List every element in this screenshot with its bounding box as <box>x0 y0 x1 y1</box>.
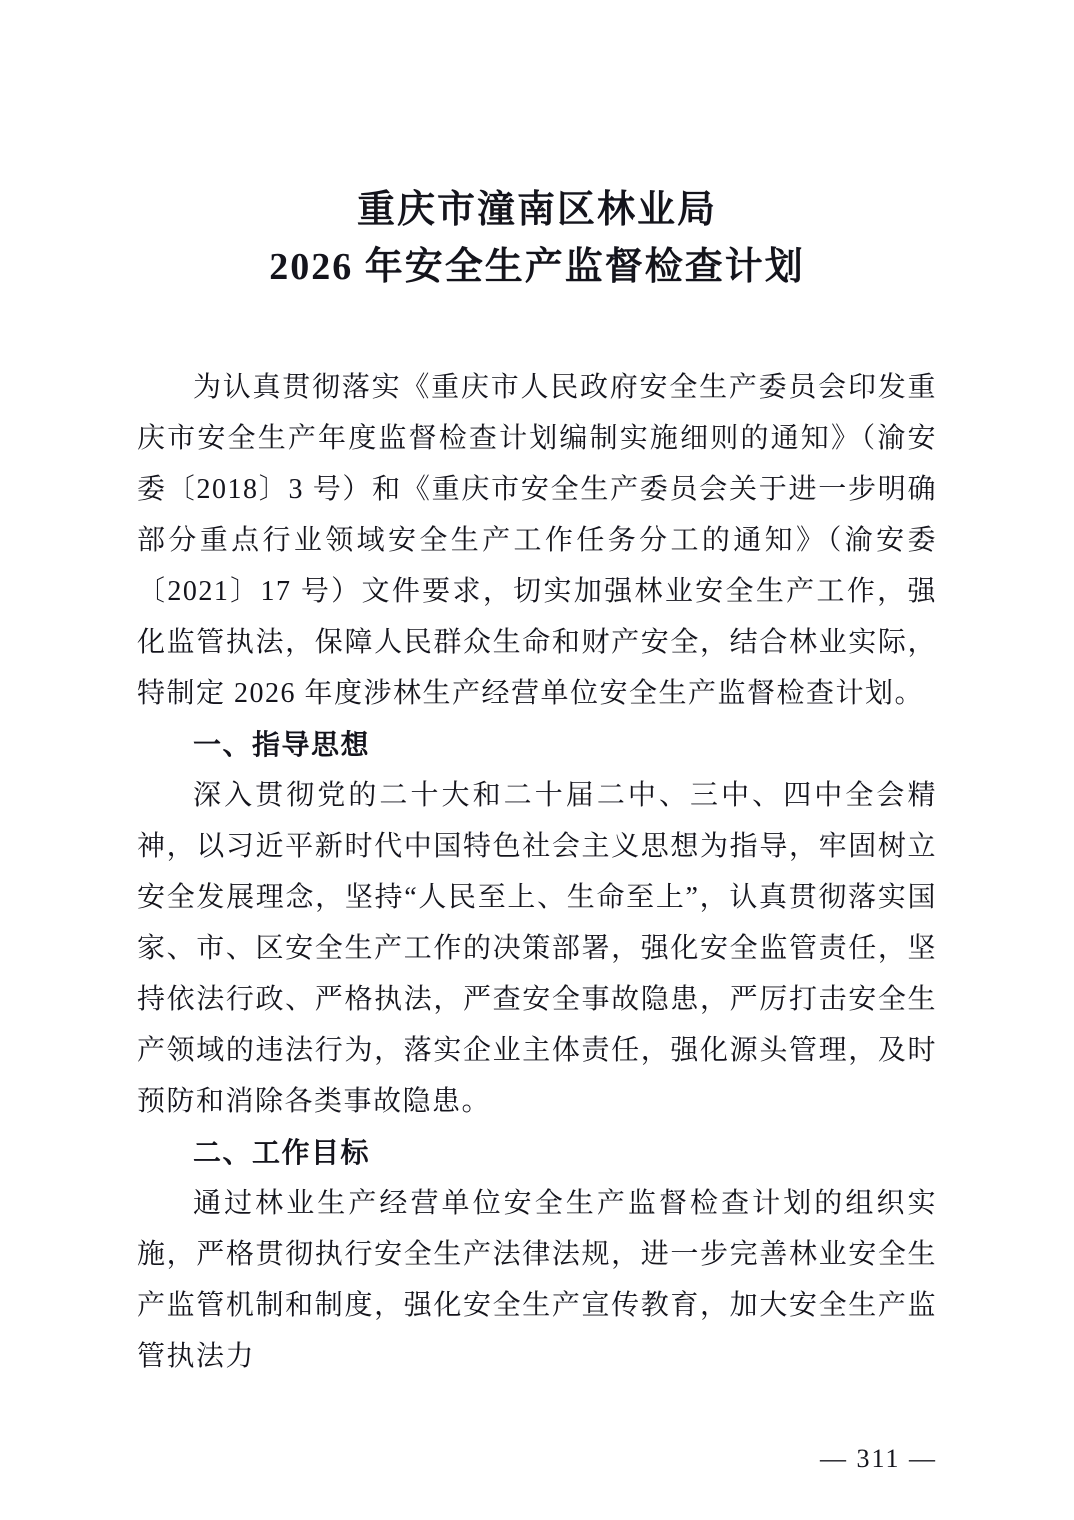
paragraph-guiding-thoughts: 深入贯彻党的二十大和二十届二中、三中、四中全会精神，以习近平新时代中国特色社会主义思想为指导，牢固树立安全发展理念，坚持“人民至上、生命至上”，认真贯彻落实国家、市、区安全生产工作的决策部署，强化安全监管责任，坚持依法行政、严格执法，严查安全事故隐患，严厉打击安全生产领域的违法行为，落实企业主体责任，强化源头管理，及时预防和消除各类事故隐患。 <box>137 780 937 1117</box>
section-heading-work-goals: 二、工作目标 <box>193 1137 371 1168</box>
paragraph-work-goals: 通过林业生产经营单位安全生产监督检查计划的组织实施，严格贯彻执行安全生产法律法规，进一步完善林业安全生产监管机制和制度，强化安全生产宣传教育，加大安全生产监管执法力 <box>137 1188 937 1372</box>
title-line-1: 重庆市潼南区林业局 <box>356 189 717 231</box>
page-number: — 311 — <box>819 1444 937 1473</box>
paragraph-intro: 为认真贯彻落实《重庆市人民政府安全生产委员会印发重庆市安全生产年度监督检查计划编制实施细则的通知》（渝安委〔2018〕3 号）和《重庆市安全生产委员会关于进一步明确部分重点行业领域安全生产工作任务分工的通知》（渝安委〔2021〕17 号）文件要求，切实加强林业安全生产工作，强化监管执法，保障人民群众生命和财产安全，结合林业实际，特制定 2026 年度涉林生产经营单位安全生产监督检查计划。 <box>137 372 937 709</box>
section-heading-guiding-thoughts: 一、指导思想 <box>193 729 371 760</box>
document-title <box>137 182 937 296</box>
document-body <box>137 362 937 1382</box>
title-line-2: 2026 年安全生产监督检查计划 <box>269 246 805 288</box>
document-content <box>137 0 937 1382</box>
